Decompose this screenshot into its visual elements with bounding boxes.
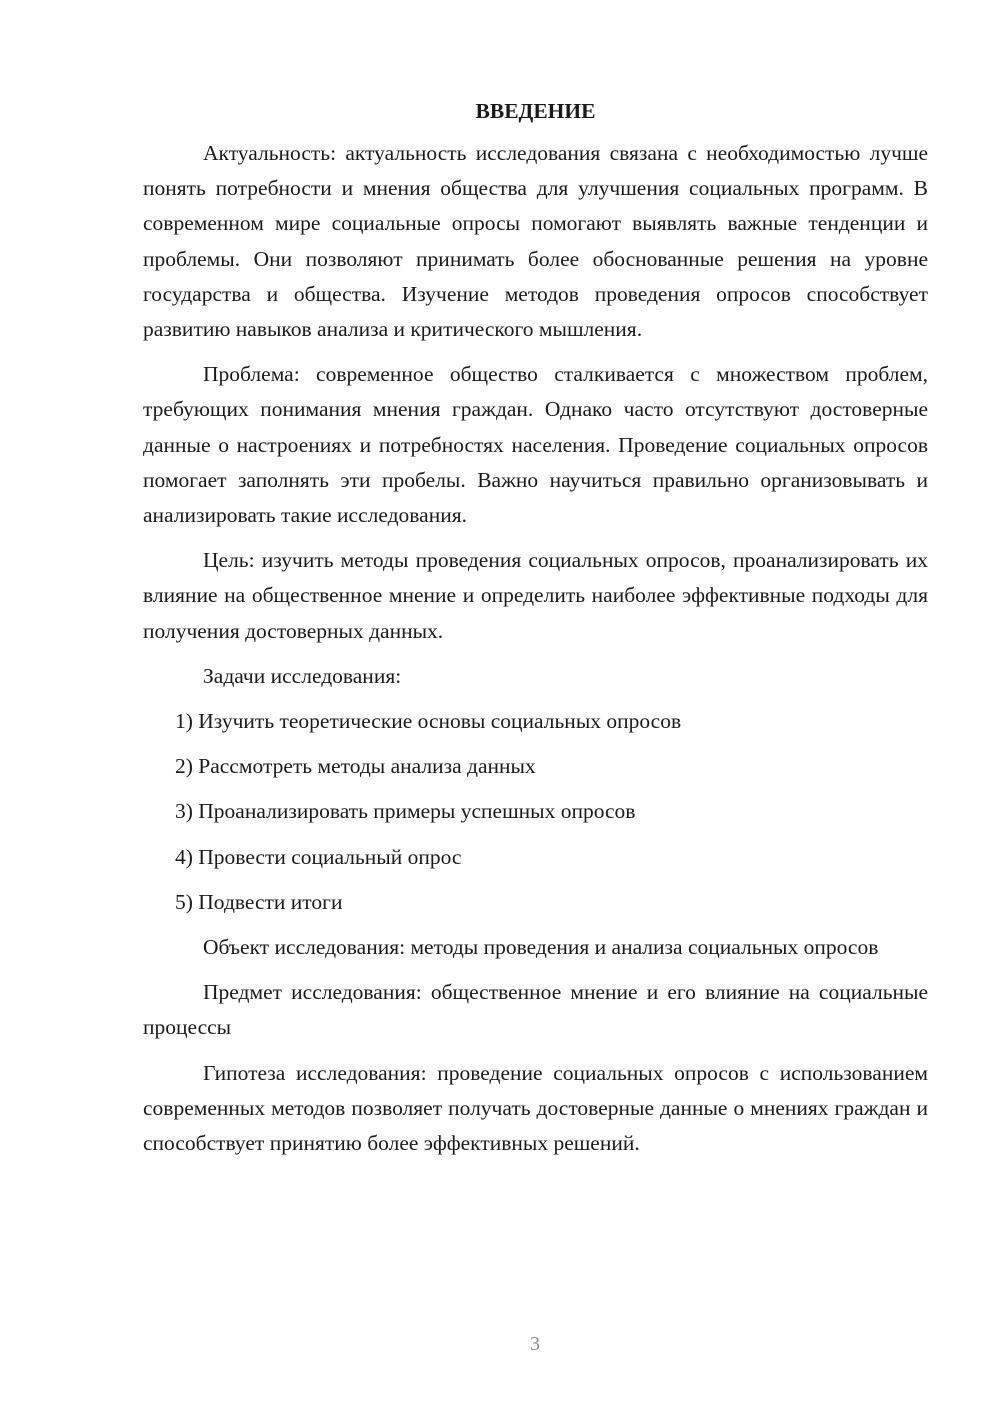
task-list xyxy=(143,704,928,920)
paragraph-object: Объект исследования: методы проведения и анализа социальных опросов xyxy=(203,935,879,960)
paragraph-problem: Проблема: современное общество сталкивается с множеством проблем, требующих понимания мнения граждан. Однако часто отсутствуют достоверные данные о настроениях и потребностях населения. Проведение социальных опросов помогает заполнять эти пробелы. Важно научиться правильно организовывать и анализировать такие исследования. xyxy=(143,362,928,528)
paragraph-subject: Предмет исследования: общественное мнение и его влияние на социальные процессы xyxy=(143,980,928,1040)
tasks-title: Задачи исследования: xyxy=(203,663,402,688)
task-item-5: 5) Подвести итоги xyxy=(175,889,343,914)
paragraph-relevance: Актуальность: актуальность исследования связана с необходимостью лучше понять потребности и мнения общества для улучшения социальных программ. В современном мире социальные опросы помогают выявлять важные тенденции и проблемы. Они позволяют принимать более обоснованные решения на уровне государства и общества. Изучение методов проведения опросов способствует развитию навыков анализа и критического мышления. xyxy=(143,141,928,342)
paragraph-goal: Цель: изучить методы проведения социальных опросов, проанализировать их влияние на общественное мнение и определить наиболее эффективные подходы для получения достоверных данных. xyxy=(143,548,928,643)
paragraph-hypothesis: Гипотеза исследования: проведение социальных опросов с использованием современных методов позволяет получать достоверные данные о мнениях граждан и способствует принятию более эффективных решений. xyxy=(143,1060,928,1156)
task-item-2: 2) Рассмотреть методы анализа данных xyxy=(175,754,536,779)
task-item-3: 3) Проанализировать примеры успешных опросов xyxy=(175,799,636,824)
section-heading: ВВЕДЕНИЕ xyxy=(475,99,596,123)
document-page xyxy=(143,96,928,1171)
task-item-1: 1) Изучить теоретические основы социальных опросов xyxy=(175,709,682,734)
task-item-4: 4) Провести социальный опрос xyxy=(175,844,462,869)
page-number: 3 xyxy=(530,1333,540,1355)
